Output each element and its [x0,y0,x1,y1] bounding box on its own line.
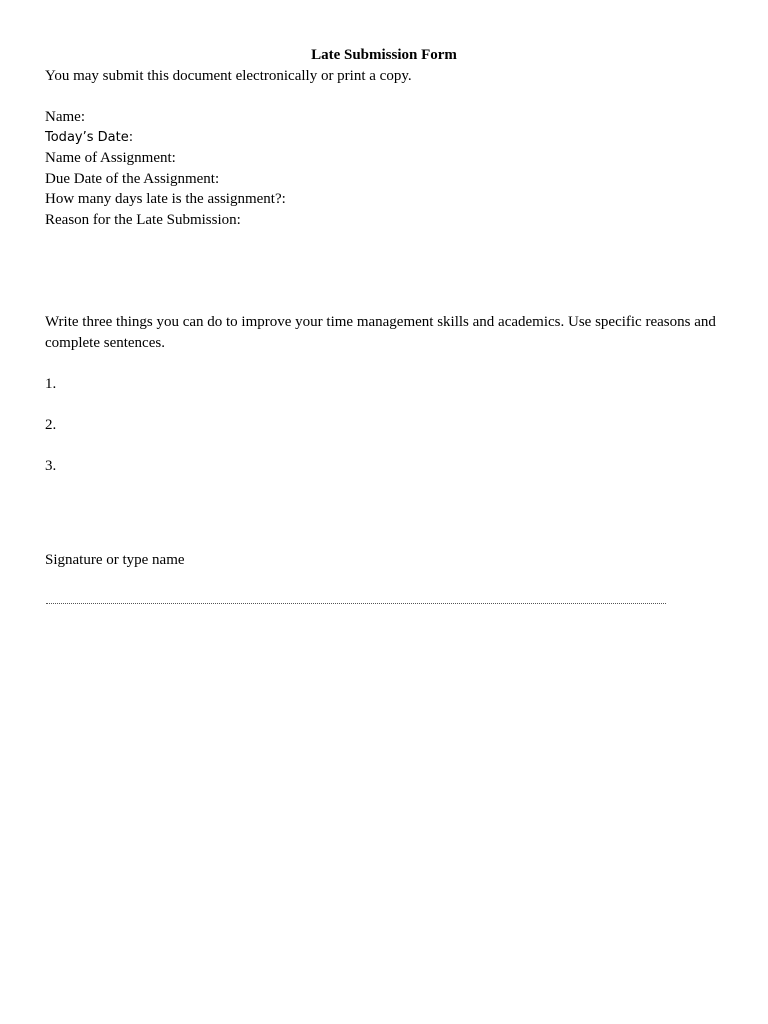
signature-label: Signature or type name [45,552,185,568]
improvement-prompt: Write three things you can do to improve your time management skills and academics. Use specific reasons and complete sentences. [45,314,716,351]
signature-line[interactable] [46,603,666,604]
form-title: Late Submission Form [311,47,457,63]
field-name-label: Name: [45,109,85,125]
field-assignment-name-label: Name of Assignment: [45,150,176,166]
field-list [45,107,286,230]
numbered-item-2: 2. [45,417,57,433]
field-days-late-label: How many days late is the assignment?: [45,191,286,207]
numbered-item-3: 3. [45,458,57,474]
field-reason-label: Reason for the Late Submission: [45,211,241,228]
numbered-item-1: 1. [45,376,57,392]
field-todays-date-label: Today’s Date: [45,129,134,145]
field-due-date-label: Due Date of the Assignment: [45,170,220,187]
intro-text: You may submit this document electronically or print a copy. [45,68,412,84]
